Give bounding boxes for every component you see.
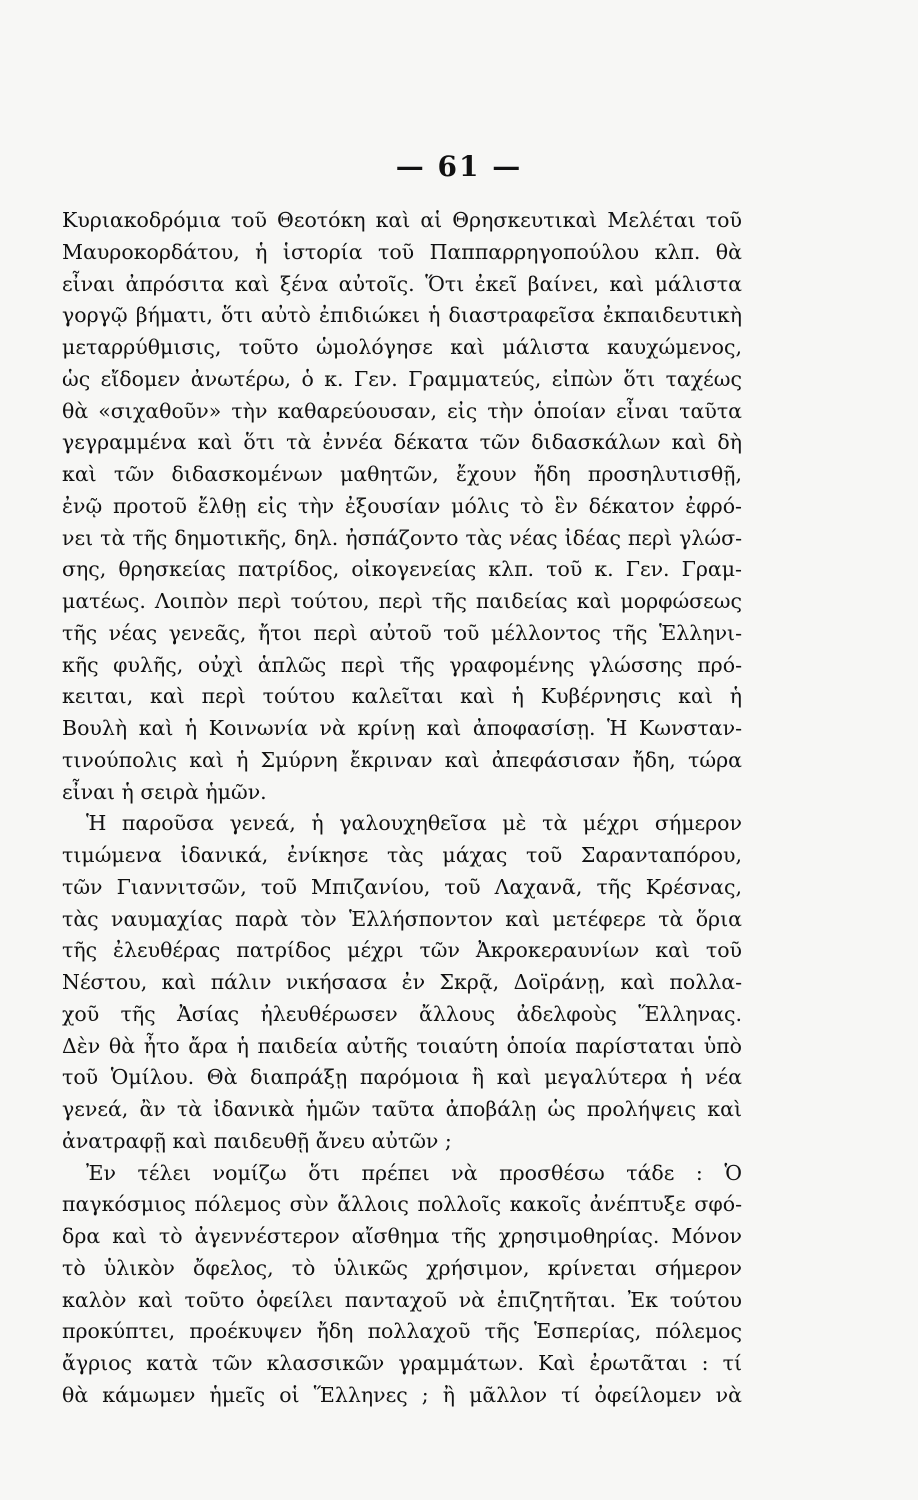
text-line: θὰ κάμωμεν ἡμεῖς οἱ Ἕλληνες ; ἢ μᾶλλον τί ὀφείλομεν νὰ — [62, 1382, 742, 1407]
text-line: δρα καὶ τὸ ἀγεννέστερον αἴσθημα τῆς χρησιμοθηρίας. Μόνον — [62, 1224, 742, 1248]
text-line: τῆς ἐλευθέρας πατρίδος μέχρι τῶν Ἀκροκεραυνίων καὶ τοῦ — [62, 938, 742, 963]
text-line: τὸ ὑλικὸν ὄφελος, τὸ ὑλικῶς χρήσιμον, κρίνεται σήμερον — [62, 1255, 742, 1280]
text-line: παγκόσμιος πόλεμος σὺν ἄλλοις πολλοῖς κακοῖς ἀνέπτυξε σφό- — [62, 1192, 742, 1217]
text-line: τὰς ναυμαχίας παρὰ τὸν Ἑλλήσποντον καὶ μετέφερε τὰ ὅρια — [62, 906, 742, 931]
body-text — [62, 205, 742, 1412]
text-line: τῶν Γιαννιτσῶν, τοῦ Μπιζανίου, τοῦ Λαχανᾶ, τῆς Κρέσνας, — [62, 874, 742, 899]
text-line: κῆς φυλῆς, οὐχὶ ἁπλῶς περὶ τῆς γραφομένης γλώσσης πρό- — [62, 652, 742, 677]
text-line: τιμώμενα ἰδανικά, ἐνίκησε τὰς μάχας τοῦ Σαρανταπόρου, — [62, 843, 742, 867]
text-line: ματέως. Λοιπὸν περὶ τούτου, περὶ τῆς παιδείας καὶ μορφώσεως — [62, 589, 742, 613]
text-line: νει τὰ τῆς δημοτικῆς, δηλ. ἠσπάζοντο τὰς νέας ἰδέας περὶ γλώσ- — [62, 525, 742, 550]
text-line: γενεά, ἂν τὰ ἰδανικὰ ἡμῶν ταῦτα ἀποβάλῃ ὡς προλήψεις καὶ — [62, 1097, 742, 1121]
text-line: Ἐν τέλει νομίζω ὅτι πρέπει νὰ προσθέσω τάδε : Ὁ — [86, 1160, 742, 1185]
text-line: Κυριακοδρόμια τοῦ Θεοτόκη καὶ αἱ Θρησκευτικαὶ Μελέται τοῦ — [62, 208, 742, 232]
text-line: προκύπτει, προέκυψεν ἤδη πολλαχοῦ τῆς Ἑσπερίας, πόλεμος — [62, 1319, 742, 1344]
text-line: τῆς νέας γενεᾶς, ἤτοι περὶ αὐτοῦ τοῦ μέλλοντος τῆς Ἑλληνι- — [62, 620, 742, 645]
text-line: τοῦ Ὁμίλου. Θὰ διαπράξῃ παρόμοια ἢ καὶ μεγαλύτερα ἡ νέα — [62, 1065, 742, 1090]
text-line: θὰ «σιχαθοῦν» τὴν καθαρεύουσαν, εἰς τὴν ὁποίαν εἶναι ταῦτα — [62, 398, 742, 423]
text-line: ὡς εἴδομεν ἀνωτέρω, ὁ κ. Γεν. Γραμματεύς, εἰπὼν ὅτι ταχέως — [62, 366, 742, 391]
text-line: καὶ τῶν διδασκομένων μαθητῶν, ἔχουν ἤδη προσηλυτισθῇ, — [62, 462, 742, 486]
text-line: εἶναι ἀπρόσιτα καὶ ξένα αὐτοῖς. Ὅτι ἐκεῖ βαίνει, καὶ μάλιστα — [62, 271, 742, 296]
text-line: Νέστου, καὶ πάλιν νικήσασα ἐν Σκρᾷ, Δοϊράνῃ, καὶ πολλα- — [62, 970, 742, 994]
text-line: Δὲν θὰ ἦτο ἄρα ἡ παιδεία αὐτῆς τοιαύτη ὁποία παρίσταται ὑπὸ — [62, 1033, 742, 1058]
text-line: σης, θρησκείας πατρίδος, οἰκογενείας κλπ. τοῦ κ. Γεν. Γραμ- — [62, 557, 742, 582]
text-line: μεταρρύθμισις, τοῦτο ὡμολόγησε καὶ μάλιστα καυχώμενος, — [62, 335, 742, 359]
text-line: ἀνατραφῇ καὶ παιδευθῇ ἄνευ αὐτῶν ; — [62, 1128, 452, 1153]
text-line: ἄγριος κατὰ τῶν κλασσικῶν γραμμάτων. Καὶ ἐρωτᾶται : τί — [62, 1351, 742, 1375]
text-line: χοῦ τῆς Ἀσίας ἠλευθέρωσεν ἄλλους ἀδελφοὺς Ἕλληνας. — [62, 1001, 742, 1026]
text-line: ἐνῷ προτοῦ ἔλθῃ εἰς τὴν ἐξουσίαν μόλις τὸ ἓν δέκατον ἐφρό- — [62, 493, 742, 518]
text-line: εἶναι ἡ σειρὰ ἡμῶν. — [62, 779, 267, 804]
text-line: γεγραμμένα καὶ ὅτι τὰ ἐννέα δέκατα τῶν διδασκάλων καὶ δὴ — [62, 430, 742, 455]
page-number: — 61 — — [395, 150, 523, 183]
text-line: γοργῷ βήματι, ὅτι αὐτὸ ἐπιδιώκει ἡ διαστραφεῖσα ἐκπαιδευτικὴ — [62, 303, 742, 328]
text-line: Βουλὴ καὶ ἡ Κοινωνία νὰ κρίνῃ καὶ ἀποφασίσῃ. Ἡ Κωνσταν- — [62, 716, 742, 740]
text-line: Ἡ παροῦσα γενεά, ἡ γαλουχηθεῖσα μὲ τὰ μέχρι σήμερον — [86, 811, 742, 836]
text-line: καλὸν καὶ τοῦτο ὀφείλει πανταχοῦ νὰ ἐπιζητῆται. Ἐκ τούτου — [62, 1287, 742, 1312]
text-line: κειται, καὶ περὶ τούτου καλεῖται καὶ ἡ Κυβέρνησις καὶ ἡ — [62, 684, 742, 709]
text-line: Μαυροκορδάτου, ἡ ἱστορία τοῦ Παππαρρηγοπούλου κλπ. θὰ — [62, 239, 742, 264]
text-line: τινούπολις καὶ ἡ Σμύρνη ἔκριναν καὶ ἀπεφάσισαν ἤδη, τώρα — [62, 747, 742, 772]
